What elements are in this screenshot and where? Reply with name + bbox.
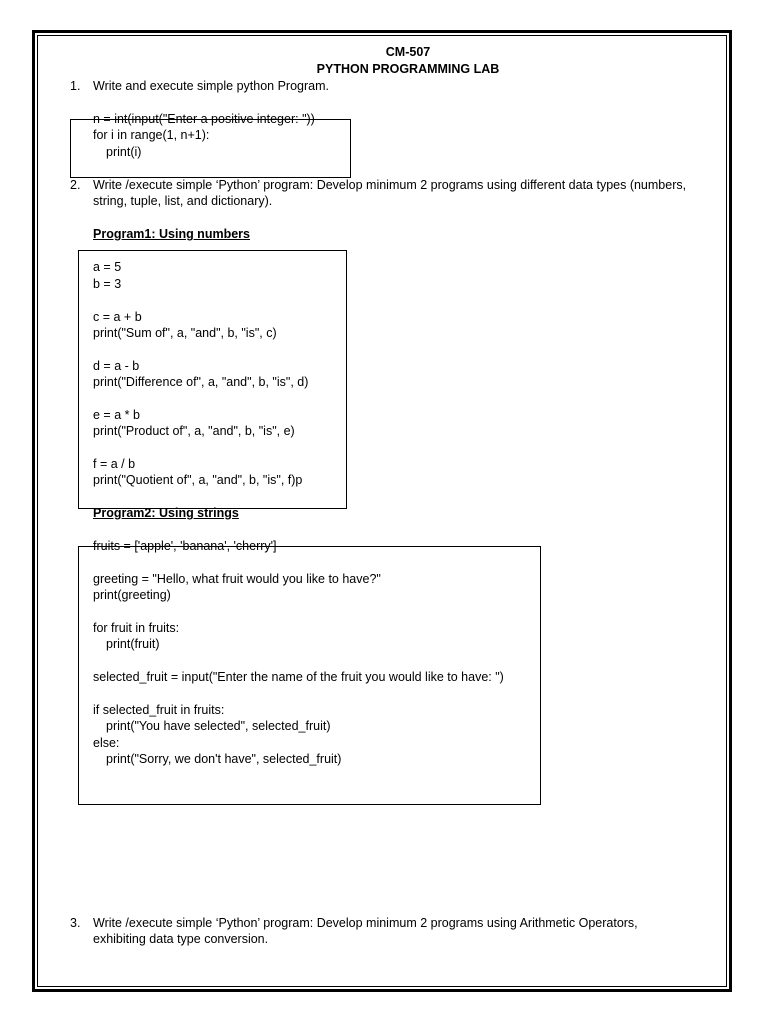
- q1-text: Write and execute simple python Program.: [93, 79, 329, 93]
- q1-code-line: n = int(input("Enter a positive integer: ")): [93, 112, 315, 126]
- q2-number: 2.: [70, 178, 81, 192]
- program2-code-line: print(fruit): [106, 637, 160, 651]
- q1-code-line: for i in range(1, n+1):: [93, 128, 210, 142]
- program2-code-line: fruits = ['apple', 'banana', 'cherry']: [93, 539, 277, 553]
- page-title: PYTHON PROGRAMMING LAB: [316, 62, 500, 76]
- q3-text-line2: exhibiting data type conversion.: [93, 932, 269, 946]
- course-code: CM-507: [385, 45, 431, 59]
- q2-text-line1: Write /execute simple ‘Python’ program: Develop minimum 2 programs using different data types (numbers,: [93, 178, 687, 192]
- program1-code-line: b = 3: [93, 277, 122, 291]
- q1-code-line: print(i): [106, 145, 142, 159]
- q2-text-line2: string, tuple, list, and dictionary).: [93, 194, 273, 208]
- program2-code-line: print("You have selected", selected_fruit): [106, 719, 331, 733]
- program1-code-line: d = a - b: [93, 359, 140, 373]
- program2-heading: Program2: Using strings: [93, 506, 239, 520]
- program1-code-line: f = a / b: [93, 457, 136, 471]
- program2-code-line: if selected_fruit in fruits:: [93, 703, 225, 717]
- program1-heading: Program1: Using numbers: [93, 227, 250, 241]
- program2-code-line: greeting = "Hello, what fruit would you like to have?": [93, 572, 381, 586]
- program1-code-line: a = 5: [93, 260, 122, 274]
- program2-code-line: print("Sorry, we don't have", selected_fruit): [106, 752, 342, 766]
- program1-code-line: print("Product of", a, "and", b, "is", e): [93, 424, 295, 438]
- program1-code-line: print("Difference of", a, "and", b, "is", d): [93, 375, 309, 389]
- program1-code-line: print("Quotient of", a, "and", b, "is", f)p: [93, 473, 303, 487]
- program2-code-line: for fruit in fruits:: [93, 621, 180, 635]
- program2-code-line: selected_fruit = input("Enter the name of the fruit you would like to have: "): [93, 670, 504, 684]
- program1-code-line: c = a + b: [93, 310, 142, 324]
- program1-code-line: print("Sum of", a, "and", b, "is", c): [93, 326, 277, 340]
- program2-code-line: print(greeting): [93, 588, 171, 602]
- q3-number: 3.: [70, 916, 81, 930]
- program2-code-line: else:: [93, 736, 120, 750]
- q1-number: 1.: [70, 79, 81, 93]
- q3-text-line1: Write /execute simple ‘Python’ program: Develop minimum 2 programs using Arithmetic Operators,: [93, 916, 638, 930]
- program1-code-line: e = a * b: [93, 408, 140, 422]
